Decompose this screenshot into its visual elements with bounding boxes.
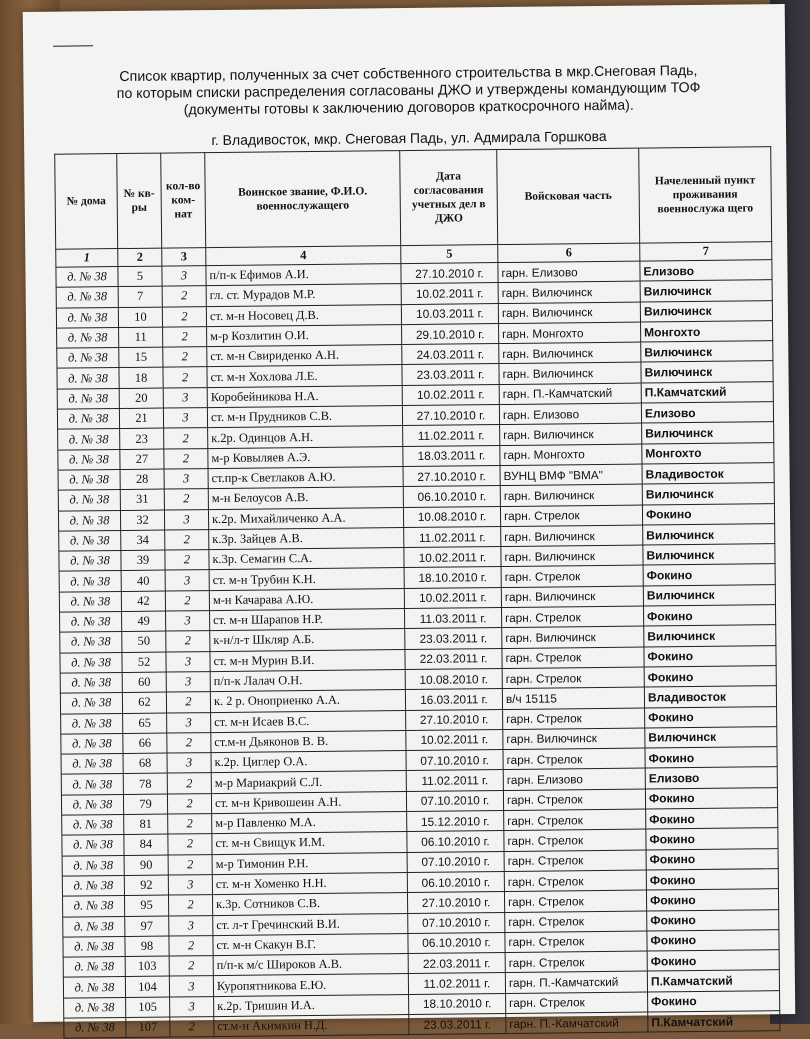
place-cell: Вилючинск [643,584,775,606]
rooms-cell: 2 [167,773,211,794]
apartment-cell: 105 [126,997,170,1018]
date-cell: 24.03.2011 г. [402,344,499,365]
name-cell: к.3р. Семагин С.А. [209,548,404,570]
date-cell: 23.03.2011 г. [409,1013,506,1034]
place-cell: Вилючинск [642,483,774,505]
name-cell: ст. м-н Шарапов Н.Р. [210,609,405,631]
place-cell: Вилючинск [640,300,772,322]
header-date: Дата согласования учетных дел в ДЖО [400,150,498,246]
header-house: № дома [55,154,118,250]
place-cell: Фокино [646,848,778,870]
house-cell: д. № 38 [61,754,123,775]
place-cell: Фокино [645,706,777,728]
date-cell: 11.03.2011 г. [405,608,502,629]
rooms-cell: 2 [162,306,206,327]
apartment-cell: 79 [123,794,167,815]
rooms-cell: 2 [169,956,213,977]
unit-cell: гарн. Вилючинск [501,525,643,547]
date-cell: 06.10.2010 г. [403,486,500,507]
rooms-cell: 3 [169,915,213,936]
place-cell: Фокино [646,828,778,850]
rooms-cell: 3 [166,651,210,672]
unit-cell: гарн. Елизово [503,768,645,790]
rooms-cell: 2 [170,1017,214,1038]
date-cell: 23.03.2011 г. [405,628,502,649]
place-cell: Фокино [647,950,779,972]
apartment-cell: 68 [123,753,167,774]
house-cell: д. № 38 [57,368,119,389]
apartment-cell: 7 [118,286,162,307]
house-cell: д. № 38 [62,896,124,917]
house-cell: д. № 38 [61,774,123,795]
date-cell: 10.02.2011 г. [402,384,499,405]
unit-cell: гарн. Вилючинск [498,302,640,324]
name-cell: м-н Качарава А.Ю. [209,588,404,610]
apartment-cell: 60 [122,672,166,693]
unit-cell: гарн. Вилючинск [499,342,641,364]
date-cell: 10.02.2011 г. [406,729,503,750]
unit-cell: гарн. Стрелок [503,748,645,770]
apartment-cell: 95 [124,895,168,916]
rooms-cell: 2 [169,935,213,956]
unit-cell: гарн. Стрелок [502,667,644,689]
unit-cell: гарн. Стрелок [503,708,645,730]
house-cell: д. № 38 [58,469,120,490]
house-cell: д. № 38 [62,835,124,856]
name-cell: ст.м-н Дьяконов В. В. [211,730,406,752]
rooms-cell: 3 [166,611,210,632]
name-cell: гл. ст. Мурадов М.Р. [206,284,401,306]
date-cell: 10.08.2010 г. [403,506,500,527]
place-cell: Вилючинск [643,524,775,546]
place-cell: Фокино [647,909,779,931]
name-cell: ст. м-н Хохлова Л.Е. [207,365,402,387]
name-cell: к.3р. Зайцев А.В. [209,527,404,549]
apartment-cell: 78 [123,773,167,794]
unit-cell: гарн. Вилючинск [499,363,641,385]
column-number: 1 [56,249,118,268]
name-cell: к.3р. Сотников С.В. [212,893,407,915]
unit-cell: гарн. Стрелок [505,911,647,933]
place-cell: Елизово [645,767,777,789]
house-cell: д. № 38 [60,693,122,714]
unit-cell: гарн. Стрелок [504,890,646,912]
house-cell: д. № 38 [60,632,122,653]
place-cell: Монгохто [642,442,774,464]
place-cell: П.Камчатский [641,381,773,403]
house-cell: д. № 38 [64,997,126,1018]
date-cell: 10.02.2011 г. [404,587,501,608]
apartment-cell: 52 [122,652,166,673]
house-cell: д. № 38 [57,348,119,369]
title-line: (документы готовы к заключению договоров краткосрочного найма). [183,97,634,119]
unit-cell: гарн. Вилючинск [501,545,643,567]
unit-cell: гарн. Вилючинск [498,281,640,303]
table-body [56,260,780,1039]
unit-cell: гарн. Стрелок [505,931,647,953]
apartment-cell: 92 [124,875,168,896]
place-cell: Фокино [647,929,779,951]
name-cell: ст. м-н Свищук И.М. [212,832,407,854]
house-cell: д. № 38 [57,388,119,409]
date-cell: 22.03.2011 г. [408,953,505,974]
house-cell: д. № 38 [58,510,120,531]
paper-sheet [23,4,796,1035]
place-cell: Фокино [644,666,776,688]
date-cell: 29.10.2010 г. [402,323,499,344]
header-name: Воинское звание, Ф.И.О. военнослужащего [205,151,401,248]
place-cell: Фокино [644,645,776,667]
apartment-cell: 90 [124,855,168,876]
place-cell: Фокино [645,787,777,809]
date-cell: 11.02.2011 г. [404,526,501,547]
name-cell: п/п-к м/с Широков А.В. [213,954,408,976]
name-cell: м-р Павленко М.А. [212,812,407,834]
name-cell: Куропятникова Е.Ю. [213,974,408,996]
rooms-cell: 3 [163,408,207,429]
apartment-cell: 15 [119,347,163,368]
unit-cell: гарн. Вилючинск [500,484,642,506]
name-cell: п/п-к Ефимов А.И. [206,264,401,286]
date-cell: 15.12.2010 г. [407,811,504,832]
place-cell: Вилючинск [645,726,777,748]
date-cell: 11.02.2011 г. [403,425,500,446]
rooms-cell: 3 [166,672,210,693]
rooms-cell: 2 [164,448,208,469]
date-cell: 27.10.2010 г. [402,405,499,426]
apartment-cell: 103 [125,956,169,977]
name-cell: м-р Козлитин О.И. [207,324,402,346]
place-cell: Фокино [646,869,778,891]
date-cell: 07.10.2010 г. [408,912,505,933]
unit-cell: гарн. П.-Камчатский [505,971,647,993]
house-cell: д. № 38 [57,327,119,348]
rooms-cell: 3 [163,387,207,408]
date-cell: 06.10.2010 г. [408,932,505,953]
name-cell: к.2р. Одинцов А.Н. [208,426,403,448]
apartment-cell: 66 [123,733,167,754]
rooms-cell: 2 [168,895,212,916]
date-cell: 22.03.2011 г. [405,648,502,669]
rooms-cell: 2 [164,489,208,510]
rooms-cell: 3 [164,469,208,490]
date-cell: 11.02.2011 г. [408,973,505,994]
name-cell: м-р Мариакрий С.Л. [211,771,406,793]
name-cell: к.2р. Тришин И.А. [214,994,409,1016]
unit-cell: гарн. П.-Камчатский [506,1012,648,1034]
unit-cell: в/ч 15115 [502,687,644,709]
house-cell: д. № 38 [59,530,121,551]
house-cell: д. № 38 [63,957,125,978]
place-cell: Вилючинск [641,361,773,383]
address-line: г. Владивосток, мкр. Снеговая Падь, ул. Адмирала Горшкова [211,127,607,149]
column-number: 4 [206,246,401,266]
column-number: 6 [498,243,640,262]
house-cell: д. № 38 [61,794,123,815]
title-line: по которым списки распределения согласованы ДЖО и утверждены командующим ТОФ [116,79,701,103]
apartment-cell: 10 [118,307,162,328]
unit-cell: гарн. Стрелок [504,870,646,892]
place-cell: Фокино [643,564,775,586]
place-cell: Вилючинск [644,625,776,647]
unit-cell: гарн. Монгохто [500,444,642,466]
house-cell: д. № 38 [62,875,124,896]
unit-cell: гарн. Стрелок [503,789,645,811]
name-cell: ст.м-н Акимкин Н.Д. [214,1015,409,1037]
date-cell: 23.03.2011 г. [402,364,499,385]
house-cell: д. № 38 [60,652,122,673]
date-cell: 27.10.2010 г. [403,466,500,487]
unit-cell: гарн. Монгохто [499,322,641,344]
column-number: 2 [118,248,162,266]
house-cell: д. № 38 [56,287,118,308]
header-apartment: № кв-ры [117,153,162,248]
house-cell: д. № 38 [60,612,122,633]
house-cell: д. № 38 [63,936,125,957]
apartment-cell: 34 [121,530,165,551]
unit-cell: гарн. Стрелок [502,647,644,669]
place-cell: Вилючинск [642,422,774,444]
rooms-cell: 2 [167,793,211,814]
apartment-cell: 31 [120,489,164,510]
rooms-cell: 2 [165,550,209,571]
name-cell: м-н Белоусов А.В. [208,487,403,509]
apartments-table [54,146,780,1039]
top-dash-mark [53,45,93,46]
apartment-cell: 18 [119,368,163,389]
date-cell: 10.02.2011 г. [404,547,501,568]
apartment-cell: 20 [119,388,163,409]
apartment-cell: 28 [120,469,164,490]
date-cell: 18.10.2010 г. [409,993,506,1014]
header-place: Начеленный пункт проживания военнослужа щего [639,147,772,243]
name-cell: к. 2 р. Оноприенко А.А. [210,690,405,712]
rooms-cell: 2 [167,732,211,753]
apartment-cell: 40 [121,571,165,592]
house-cell: д. № 38 [58,449,120,470]
apartment-cell: 21 [119,408,163,429]
unit-cell: гарн. Стрелок [505,951,647,973]
place-cell: Монгохто [641,321,773,343]
name-cell: ст. м-н Прудников С.В. [207,406,402,428]
rooms-cell: 3 [167,712,211,733]
name-cell: ст. м-н Кривошеин А.Н. [211,791,406,813]
column-number: 7 [640,242,772,261]
house-cell: д. № 38 [63,916,125,937]
rooms-cell: 3 [168,874,212,895]
rooms-cell: 2 [168,854,212,875]
rooms-cell: 2 [162,286,206,307]
unit-cell: гарн. Вилючинск [502,626,644,648]
rooms-cell: 2 [168,814,212,835]
column-number: 5 [401,245,498,264]
place-cell: Фокино [646,889,778,911]
rooms-cell: 3 [165,570,209,591]
house-cell: д. № 38 [59,591,121,612]
place-cell: Фокино [648,990,780,1012]
rooms-cell: 2 [165,590,209,611]
apartment-cell: 97 [125,916,169,937]
place-cell: Фокино [642,503,774,525]
name-cell: ст. л-т Гречинский В.И. [213,913,408,935]
name-cell: ст. м-н Скакун В.Г. [213,933,408,955]
rooms-cell: 2 [166,631,210,652]
house-cell: д. № 38 [58,490,120,511]
place-cell: Фокино [646,808,778,830]
apartment-cell: 84 [124,834,168,855]
date-cell: 07.10.2010 г. [406,790,503,811]
rooms-cell: 2 [168,834,212,855]
unit-cell: гарн. Елизово [498,261,640,283]
house-cell: д. № 38 [61,713,123,734]
rooms-cell: 3 [162,266,206,287]
unit-cell: гарн. Стрелок [501,606,643,628]
unit-cell: гарн. Вилючинск [503,728,645,750]
name-cell: м-р Тимонин Р.Н. [212,852,407,874]
unit-cell: гарн. Стрелок [506,992,648,1014]
unit-cell: гарн. Вилючинск [500,423,642,445]
house-cell: д. № 38 [59,571,121,592]
name-cell: ст. м-н Мурин В.И. [210,649,405,671]
name-cell: к-н/л-т Шкляр А.Б. [210,629,405,651]
unit-cell: гарн. Стрелок [504,829,646,851]
name-cell: ст. м-н Свириденко А.Н. [207,345,402,367]
place-cell: Вилючинск [640,280,772,302]
house-cell: д. № 38 [58,429,120,450]
house-cell: д. № 38 [60,672,122,693]
date-cell: 06.10.2010 г. [407,831,504,852]
date-cell: 16.03.2011 г. [405,689,502,710]
apartment-cell: 104 [125,976,169,997]
rooms-cell: 2 [163,347,207,368]
apartment-cell: 11 [119,327,163,348]
date-cell: 11.02.2011 г. [406,770,503,791]
rooms-cell: 2 [163,327,207,348]
unit-cell: гарн. Елизово [499,403,641,425]
house-cell: д. № 38 [57,409,119,430]
place-cell: Владивосток [644,686,776,708]
date-cell: 10.08.2010 г. [405,668,502,689]
unit-cell: гарн. Стрелок [500,505,642,527]
name-cell: м-р Ковыляев А.Э. [208,446,403,468]
place-cell: Елизово [640,260,772,282]
house-cell: д. № 38 [61,733,123,754]
apartment-cell: 107 [126,1017,170,1038]
rooms-cell: 2 [164,428,208,449]
name-cell: ст. м-н Хоменко Н.Н. [212,872,407,894]
date-cell: 18.03.2011 г. [403,445,500,466]
date-cell: 18.10.2010 г. [404,567,501,588]
apartment-cell: 81 [124,814,168,835]
date-cell: 10.02.2011 г. [401,283,498,304]
place-cell: Вилючинск [643,544,775,566]
unit-cell: гарн. Стрелок [504,809,646,831]
name-cell: ст.пр-к Светлаков А.Ю. [208,467,403,489]
rooms-cell: 3 [169,976,213,997]
place-cell: Вилючинск [641,341,773,363]
table-header-row [55,147,772,249]
date-cell: 10.03.2011 г. [401,303,498,324]
name-cell: п/п-к Лалач О.Н. [210,669,405,691]
name-cell: ст. м-н Трубин К.Н. [209,568,404,590]
document-title [63,62,753,120]
apartment-cell: 42 [121,591,165,612]
house-cell: д. № 38 [56,267,118,288]
apartment-cell: 23 [120,428,164,449]
place-cell: П.Камчатский [647,970,779,992]
unit-cell: гарн. Вилючинск [501,586,643,608]
house-cell: д. № 38 [63,977,125,998]
title-line: Список квартир, полученных за счет собственного строительства в мкр.Снеговая Падь, [119,62,698,86]
unit-cell: гарн. Стрелок [501,566,643,588]
place-cell: Елизово [641,402,773,424]
rooms-cell: 2 [165,529,209,550]
house-cell: д. № 38 [62,815,124,836]
house-cell: д. № 38 [59,551,121,572]
date-cell: 27.10.2010 г. [401,263,498,284]
apartment-cell: 5 [118,266,162,287]
date-cell: 06.10.2010 г. [407,871,504,892]
header-unit: Войсковая часть [497,148,640,244]
apartment-cell: 27 [120,449,164,470]
date-cell: 07.10.2010 г. [406,750,503,771]
apartment-cell: 50 [122,631,166,652]
apartment-cell: 32 [120,510,164,531]
unit-cell: ВУНЦ ВМФ "ВМА" [500,464,642,486]
date-cell: 27.10.2010 г. [406,709,503,730]
unit-cell: гарн. П.-Камчатский [499,383,641,405]
date-cell: 27.10.2010 г. [407,892,504,913]
name-cell: к.2р. Михайличенко А.А. [208,507,403,529]
house-cell: д. № 38 [62,855,124,876]
apartment-cell: 65 [123,713,167,734]
apartment-cell: 98 [125,936,169,957]
place-cell: Владивосток [642,463,774,485]
rooms-cell: 2 [163,367,207,388]
name-cell: Коробейникова Н.А. [207,385,402,407]
unit-cell: гарн. Стрелок [504,850,646,872]
place-cell: Фокино [643,605,775,627]
column-number: 3 [162,248,206,266]
house-cell: д. № 38 [64,1017,126,1038]
place-cell: Фокино [645,747,777,769]
name-cell: к.2р. Циглер О.А. [211,751,406,773]
rooms-cell: 2 [166,692,210,713]
house-cell: д. № 38 [56,307,118,328]
date-cell: 07.10.2010 г. [407,851,504,872]
rooms-cell: 3 [164,509,208,530]
apartment-cell: 62 [122,692,166,713]
apartment-cell: 49 [122,611,166,632]
rooms-cell: 3 [167,753,211,774]
place-cell: П.Камчатский [648,1011,780,1033]
name-cell: ст. м-н Исаев В.С. [211,710,406,732]
name-cell: ст. м-н Носовец Д.В. [206,304,401,326]
apartment-cell: 39 [121,550,165,571]
rooms-cell: 3 [170,996,214,1017]
header-rooms: кол-во ком-нат [161,153,206,248]
